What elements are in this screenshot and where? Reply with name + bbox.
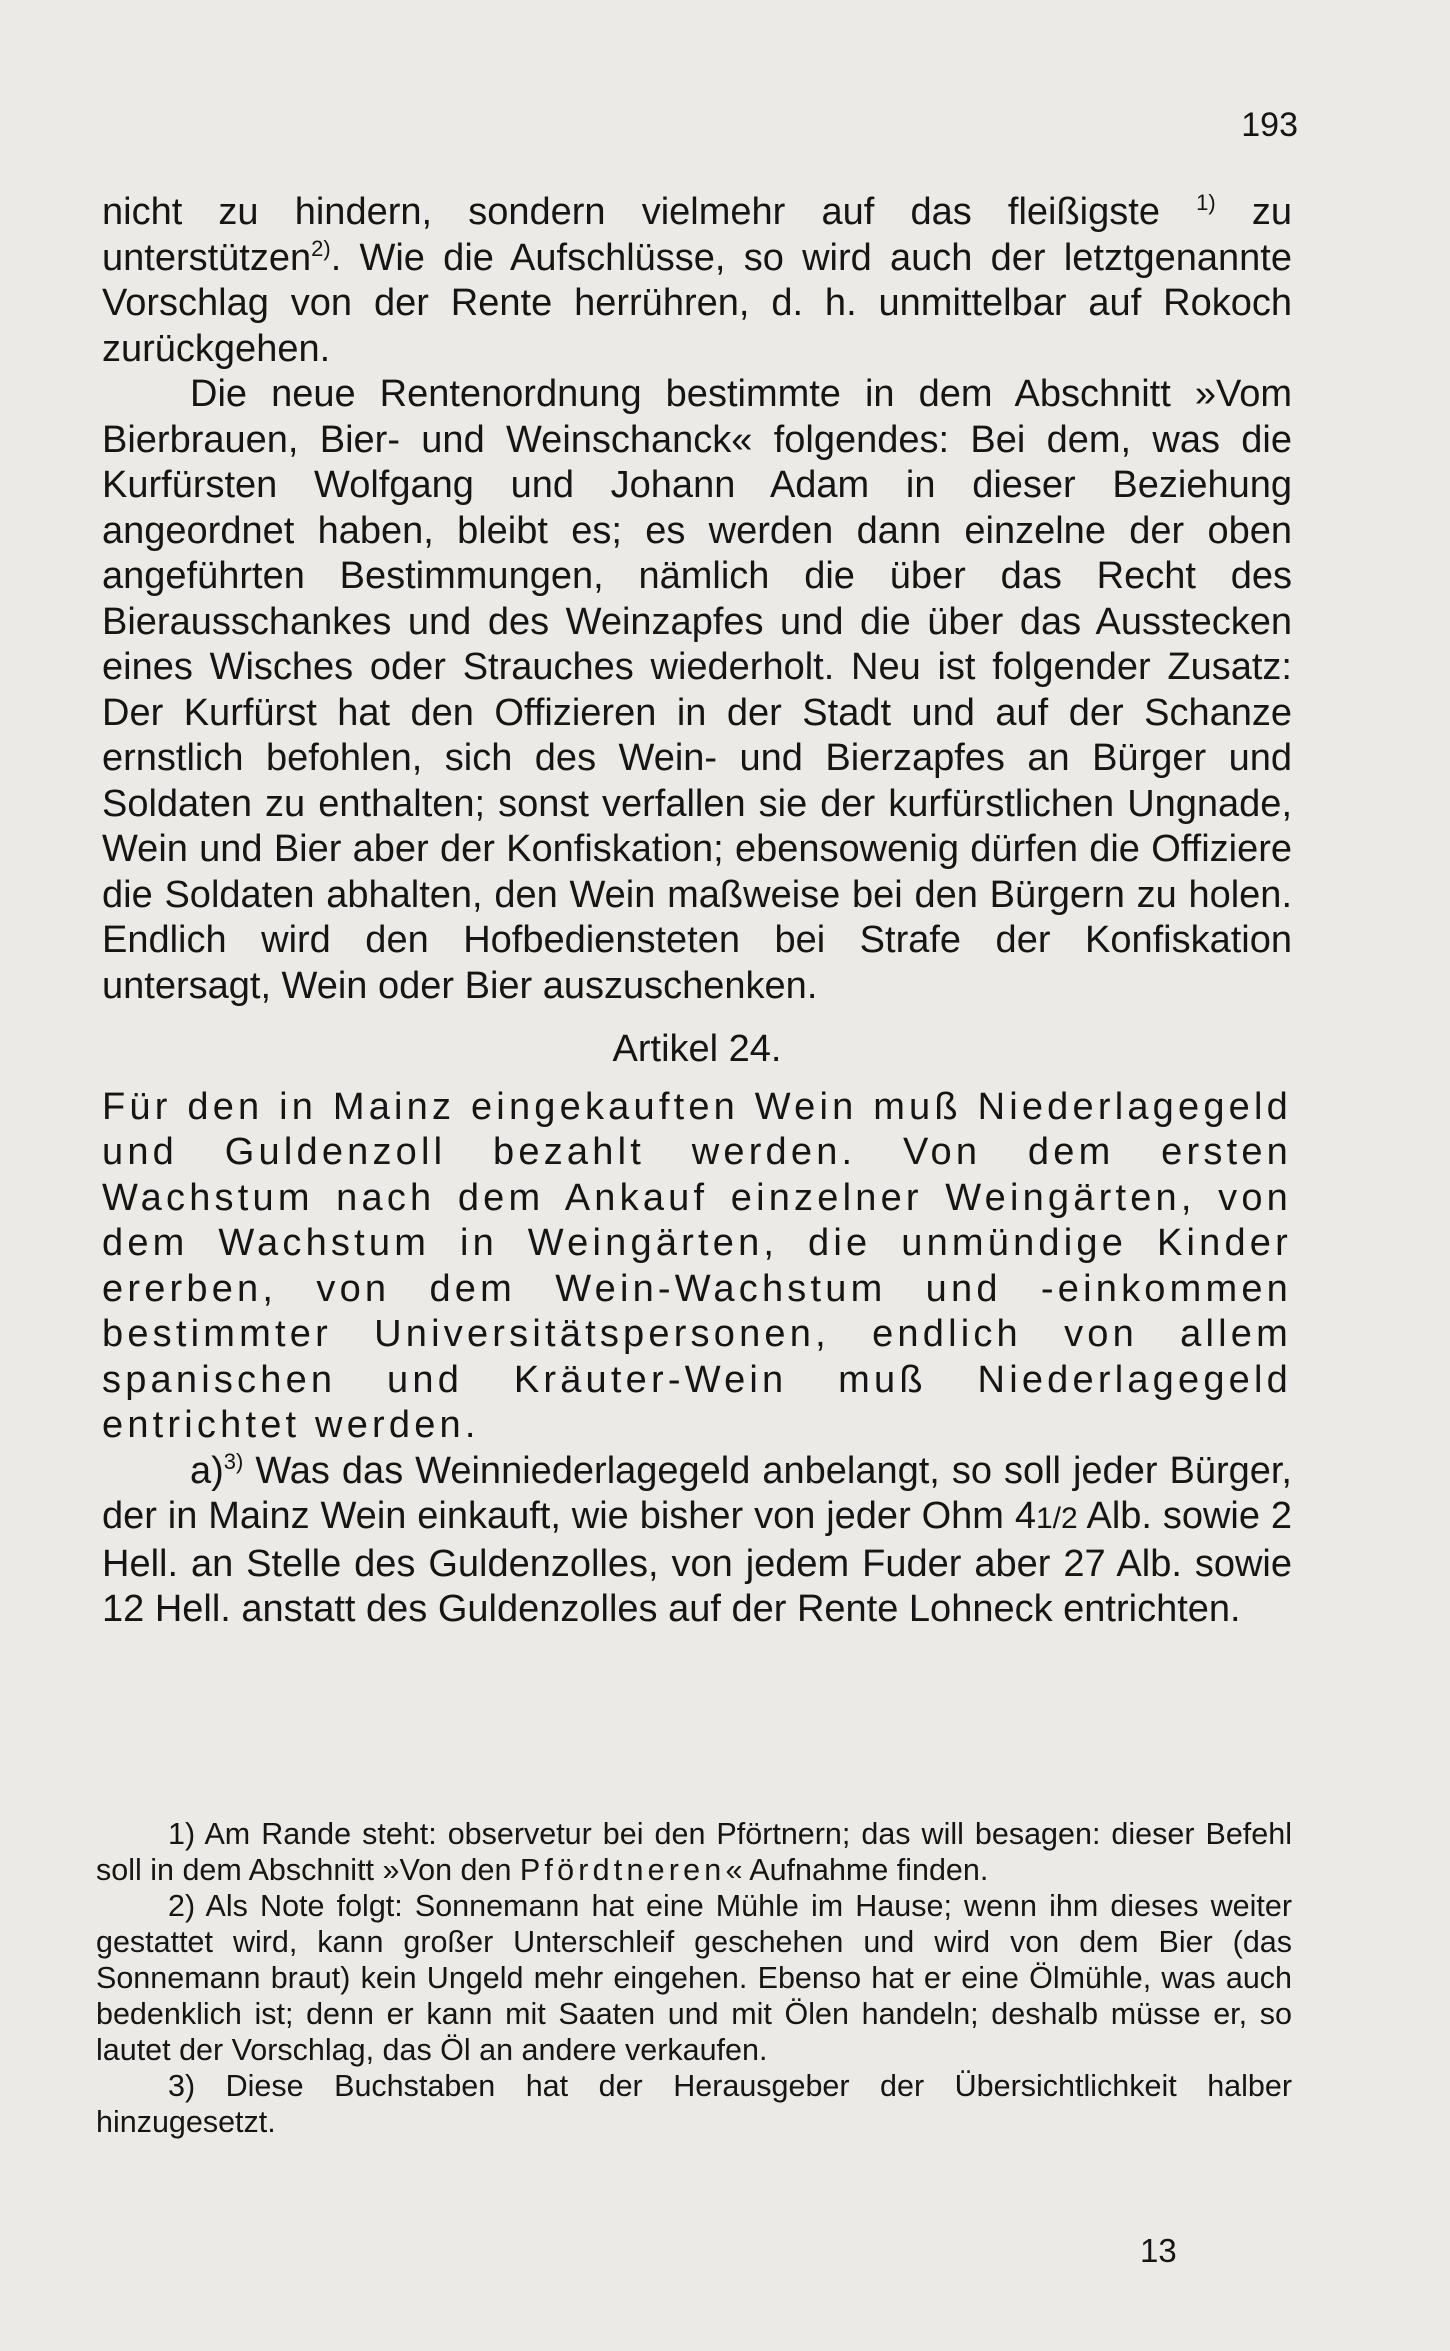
footnote-ref-2: 2) <box>311 235 331 261</box>
footnote-ref-1: 1) <box>1196 190 1216 215</box>
paragraph-1 <box>102 190 1292 372</box>
article-heading: Artikel 24. <box>612 1028 782 1070</box>
footnote-ref-3: 3) <box>223 1448 244 1474</box>
footnote-1-text-b: « Aufnahme finden. <box>725 1853 989 1887</box>
article-summary: Für den in Mainz eingekauften Wein muß Niederlagegeld und Guldenzoll bezahlt werden. Von dem ersten Wachstum nach dem Ankauf einzelner Weingärten, von dem Wachstum in Weingärten, die unmündige Kinder ererben, von dem Wein-Wachstum und -einkommen bestimmter Universitätspersonen, endlich von allem spanischen und Kräuter-Wein muß Niederlagegeld entrichtet werden. <box>102 1085 1292 1446</box>
page-number: 193 <box>1241 106 1298 144</box>
item-marker <box>190 1450 243 1492</box>
paragraph-3-text: Was das Weinniederlagegeld anbelangt, so soll jeder Bürger, der in Mainz Wein einkauft, wie bisher von jeder Ohm 4 <box>102 1449 1292 1537</box>
footnote-1 <box>96 1816 1292 1888</box>
item-marker-letter: a) <box>190 1449 224 1492</box>
footnote-1-spaced: Pfördtneren <box>519 1853 726 1887</box>
paragraph-2: Die neue Rentenordnung bestimmte in dem Abschnitt »Vom Bierbrauen, Bier- und Weinschanck« folgendes: Bei dem, was die Kurfürsten Wolfgang und Johann Adam in dieser Beziehung angeordnet haben, bleibt es; es werden dann einzelne der oben angeführten Bestimmungen, nämlich die über das Recht des Bierausschankes und des Weinzapfes und die über das Ausstecken eines Wisches oder Strauches wiederholt. Neu ist folgender Zusatz: Der Kurfürst hat den Offizieren in der Stadt und auf der Schanze ernstlich befohlen, sich des Wein- und Bierzapfes an Bürger und Soldaten zu enthalten; sonst verfallen sie der kurfürstlichen Ungnade, Wein und Bier aber der Konfiskation; ebensowenig dürfen die Offiziere die Soldaten abhalten, den Wein maßweise bei den Bürgern zu holen. Endlich wird den Hofbediensteten bei Strafe der Konfiskation untersagt, Wein oder Bier auszuschenken. <box>102 373 1292 1007</box>
footnote-1-text: 1) Am Rande steht: observetur bei den Pförtnern; das will besagen: dieser Befehl soll in dem Abschnitt »Von den <box>96 1817 1292 1887</box>
paragraph-1-text-b: zu unterstützen <box>102 191 1292 279</box>
footnote-2: 2) Als Note folgt: Sonnemann hat eine Mühle im Hause; wenn ihm dieses weiter gestattet wird, kann großer Unterschleif geschehen und wird von dem Bier (das Sonnemann braut) kein Ungeld mehr eingehen. Ebenso hat er eine Ölmühle, was auch bedenklich ist; denn er kann mit Saaten und mit Ölen handeln; deshalb müsse er, so lautet der Vorschlag, das Öl an andere verkaufen. <box>96 1889 1292 2067</box>
paragraph-1-text-c: . Wie die Aufschlüsse, so wird auch der letztgenannte Vorschlag von der Rente herrühren, d. h. unmittelbar auf Rokoch zurückgehen. <box>102 236 1292 370</box>
paragraph-1-text: nicht zu hindern, sondern vielmehr auf das fleißigste <box>102 191 1160 233</box>
footnotes <box>96 1816 1292 2140</box>
paragraph-3-text-b: Alb. sowie 2 Hell. an Stelle des Guldenzolles, von jedem Fuder aber 27 Alb. sowie 12 Hell. anstatt des Guldenzolles auf der Rente Lohneck entrichten. <box>102 1495 1292 1630</box>
sheet-signature: 13 <box>1140 2232 1177 2269</box>
paragraph-3 <box>102 1449 1292 1633</box>
footnote-3: 3) Diese Buchstaben hat der Herausgeber der Übersichtlichkeit halber hinzugesetzt. <box>96 2069 1292 2139</box>
fraction: 1/2 <box>1035 1502 1078 1535</box>
main-text <box>102 190 1292 1633</box>
